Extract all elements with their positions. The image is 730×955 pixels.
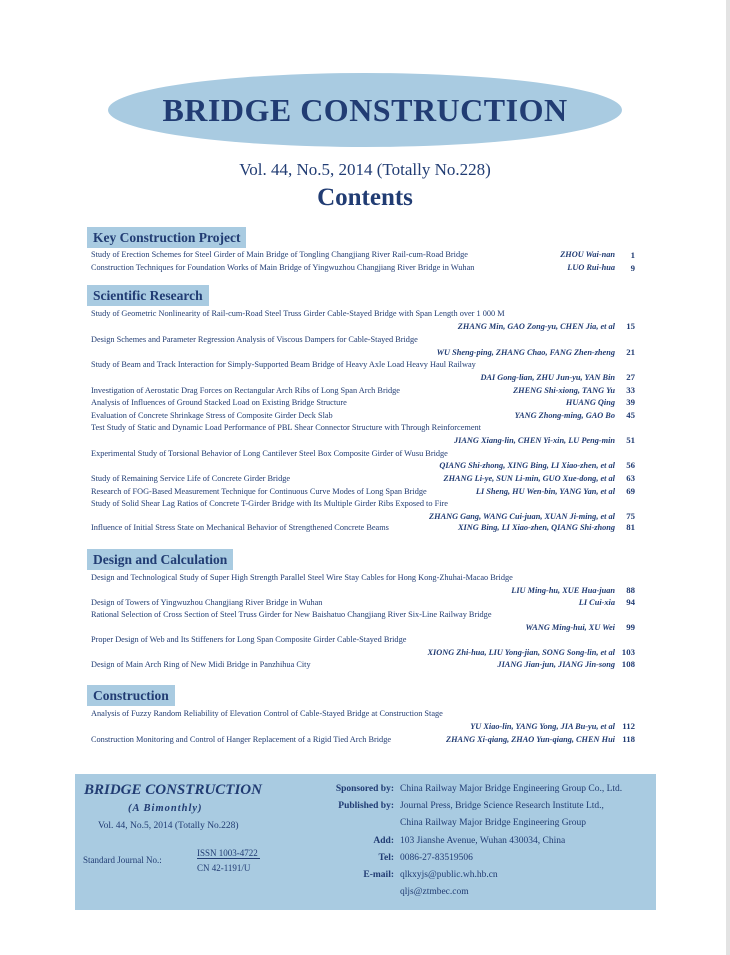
- article-authors: JIANG Jian-jun, JIANG Jin-song: [497, 660, 615, 669]
- article-title: Study of Erection Schemes for Steel Girder of Main Bridge of Tongling Changjiang River Rail-cum-Road Bridge: [91, 250, 468, 259]
- article-page: 9: [630, 263, 635, 273]
- article-page: 99: [626, 622, 635, 632]
- title-ellipse: [108, 73, 622, 147]
- article-page: 94: [626, 597, 635, 607]
- article-title-line[interactable]: [91, 608, 635, 621]
- article-authors: ZHANG Li-ye, SUN Li-min, GUO Xue-dong, et al: [443, 474, 615, 483]
- article-title-line[interactable]: [91, 421, 635, 434]
- article-page: 27: [626, 372, 635, 382]
- article-authors: HUANG Qing: [565, 398, 615, 407]
- article-authors-line: [91, 459, 635, 472]
- article-title: Design and Technological Study of Super High Strength Parallel Steel Wire Stay Cables for Hong Kong-Zhuhai-Macao Bridge: [91, 573, 513, 582]
- address-label: Add:: [373, 836, 394, 846]
- article-page: 112: [622, 721, 635, 731]
- article-authors: WU Sheng-ping, ZHANG Chao, FANG Zhen-zheng: [436, 348, 615, 357]
- page-edge: [726, 0, 730, 955]
- article-title: Test Study of Static and Dynamic Load Performance of PBL Shear Connector Structure with Through Reinforcement: [91, 423, 481, 432]
- article-page: 81: [626, 522, 635, 532]
- article-page: 39: [626, 397, 635, 407]
- article-authors: ZHENG Shi-xiong, TANG Yu: [513, 386, 615, 395]
- article-authors: DAI Gong-lian, ZHU Jun-yu, YAN Bin: [480, 373, 615, 382]
- article-title: Study of Geometric Nonlinearity of Rail-cum-Road Steel Truss Girder Cable-Stayed Bridge with Span Length over 1 000 M: [91, 309, 505, 318]
- article-page: 21: [626, 347, 635, 357]
- article-page: 108: [621, 659, 635, 669]
- article-title: Design of Main Arch Ring of New Midi Bridge in Panzhihua City: [91, 660, 311, 669]
- sponsored-label: Sponsored by:: [335, 784, 394, 794]
- article-page: 56: [626, 460, 635, 470]
- article-title-line[interactable]: [91, 358, 635, 371]
- article-authors: ZHANG Min, GAO Zong-yu, CHEN Jia, et al: [457, 322, 615, 331]
- article-authors: LI Cui-xia: [578, 598, 615, 607]
- article-authors: XIONG Zhi-hua, LIU Yong-jian, SONG Song-lin, et al: [427, 648, 615, 657]
- article-title-line[interactable]: [91, 497, 635, 510]
- article-authors-line: [91, 434, 635, 447]
- article-page: 15: [626, 321, 635, 331]
- article-page: 103: [621, 647, 635, 657]
- article-title: Experimental Study of Torsional Behavior of Long Cantilever Steel Box Composite Girder of Wusu Bridge: [91, 449, 448, 458]
- article-title-line[interactable]: [91, 472, 635, 485]
- issn-number: ISSN 1003-4722: [197, 848, 258, 858]
- article-authors: YANG Zhong-ming, GAO Bo: [514, 411, 615, 420]
- article-authors-line: [91, 720, 635, 733]
- article-title: Research of FOG-Based Measurement Technique for Continuous Curve Modes of Long Span Bridge: [91, 487, 427, 496]
- article-title: Construction Monitoring and Control of Hanger Replacement of a Rigid Tied Arch Bridge: [91, 735, 392, 744]
- published-label: Published by:: [338, 801, 394, 811]
- article-page: 69: [626, 486, 635, 496]
- article-title-line[interactable]: [91, 248, 635, 261]
- article-page: 33: [626, 385, 635, 395]
- article-authors: LI Sheng, HU Wen-bin, YANG Yan, et al: [475, 487, 615, 496]
- article-authors: XING Bing, LI Xiao-zhen, QIANG Shi-zhong: [458, 523, 615, 532]
- article-authors: QIANG Shi-zhong, XING Bing, LI Xiao-zhen, et al: [439, 461, 615, 470]
- article-authors: JIANG Xiang-lin, CHEN Yi-xin, LU Peng-min: [454, 436, 615, 445]
- email-label: E-mail:: [363, 870, 394, 880]
- article-authors: WANG Ming-hui, XU Wei: [525, 623, 615, 632]
- section-heading-design-calculation: Design and Calculation: [87, 549, 233, 570]
- cn-number: CN 42-1191/U: [197, 863, 251, 873]
- article-authors: ZHANG Xi-qiang, ZHAO Yun-qiang, CHEN Hui: [446, 735, 615, 744]
- tel-value: 0086-27-83519506: [400, 853, 473, 863]
- article-title: Analysis of Influences of Ground Stacked Load on Existing Bridge Structure: [91, 398, 347, 407]
- article-title-line[interactable]: [91, 633, 635, 646]
- article-authors-line: [91, 371, 635, 384]
- article-page: 63: [626, 473, 635, 483]
- article-title-line[interactable]: [91, 521, 635, 534]
- article-title: Study of Solid Shear Lag Ratios of Concrete T-Girder Bridge with Its Multiple Girder Ribs Exposed to Fire: [91, 499, 448, 508]
- article-authors: ZHANG Gang, WANG Cui-juan, XUAN Ji-ming, et al: [429, 512, 615, 521]
- article-title-line[interactable]: [91, 261, 635, 274]
- contents-heading: Contents: [317, 184, 413, 211]
- article-title: Study of Beam and Track Interaction for Simply-Supported Beam Bridge of Heavy Axle Load Heavy Haul Railway: [91, 360, 476, 369]
- section-heading-scientific-research: Scientific Research: [87, 285, 209, 306]
- article-title-line[interactable]: [91, 307, 635, 320]
- journal-title: BRIDGE CONSTRUCTION: [162, 91, 568, 128]
- email-value-1[interactable]: qlkxyjs@public.wh.hb.cn: [400, 870, 498, 880]
- article-title-line[interactable]: [91, 333, 635, 346]
- article-title: Design Schemes and Parameter Regression Analysis of Viscous Dampers for Cable-Stayed Bridge: [91, 335, 418, 344]
- address-value: 103 Jianshe Avenue, Wuhan 430034, China: [400, 836, 566, 846]
- article-title-line[interactable]: [91, 707, 635, 720]
- article-title: Construction Techniques for Foundation Works of Main Bridge of Yingwuzhou Changjiang River Bridge in Wuhan: [91, 263, 475, 272]
- published-value-1: Journal Press, Bridge Science Research Institute Ltd.,: [400, 801, 604, 811]
- article-title: Design of Towers of Yingwuzhou Changjiang River Bridge in Wuhan: [91, 598, 323, 607]
- article-title: Influence of Initial Stress State on Mechanical Behavior of Strengthened Concrete Beams: [91, 523, 389, 532]
- article-title: Study of Remaining Service Life of Concrete Girder Bridge: [91, 474, 291, 483]
- article-title: Proper Design of Web and Its Stiffeners for Long Span Composite Girder Cable-Stayed Bridge: [91, 635, 407, 644]
- article-page: 1: [630, 250, 635, 260]
- issue-line: Vol. 44, No.5, 2014 (Totally No.228): [239, 160, 491, 179]
- section-heading-key-construction: Key Construction Project: [87, 227, 246, 248]
- sponsored-value: China Railway Major Bridge Engineering Group Co., Ltd.: [400, 784, 623, 794]
- article-page: 51: [626, 435, 635, 445]
- footer-issue: Vol. 44, No.5, 2014 (Totally No.228): [98, 821, 239, 831]
- article-page: 75: [626, 511, 635, 521]
- email-value-2[interactable]: qljs@ztmbec.com: [400, 887, 469, 897]
- footer-subtitle: (A Bimonthly): [128, 803, 203, 814]
- article-title-line[interactable]: [91, 658, 635, 671]
- article-authors: ZHOU Wai-nan: [560, 250, 615, 259]
- article-title: Analysis of Fuzzy Random Reliability of Elevation Control of Cable-Stayed Bridge at Construction Stage: [91, 709, 443, 718]
- article-title-line[interactable]: [91, 733, 635, 746]
- article-title: Investigation of Aerostatic Drag Forces on Rectangular Arch Ribs of Long Span Arch Bridge: [91, 386, 400, 395]
- article-page: 88: [626, 585, 635, 595]
- article-title: Evaluation of Concrete Shrinkage Stress of Composite Girder Deck Slab: [91, 411, 333, 420]
- published-value-2: China Railway Major Bridge Engineering Group: [400, 818, 587, 828]
- article-title-line[interactable]: [91, 571, 635, 584]
- article-title-line[interactable]: [91, 396, 635, 409]
- standard-journal-label: Standard Journal No.:: [83, 855, 162, 865]
- article-title: Rational Selection of Cross Section of Steel Truss Girder for New Baishatuo Changjiang River Six-Line Railway Bridge: [91, 610, 492, 619]
- footer-journal-title: BRIDGE CONSTRUCTION: [84, 782, 262, 798]
- section-heading-construction: Construction: [87, 685, 175, 706]
- article-authors-line: [91, 320, 635, 333]
- article-page: 45: [626, 410, 635, 420]
- article-authors: YU Xiao-lin, YANG Yong, JIA Bu-yu, et al: [470, 722, 615, 731]
- tel-label: Tel:: [378, 853, 394, 863]
- article-page: 118: [622, 734, 635, 744]
- article-authors: LIU Ming-hu, XUE Hua-juan: [511, 586, 615, 595]
- article-authors: LUO Rui-hua: [567, 263, 615, 272]
